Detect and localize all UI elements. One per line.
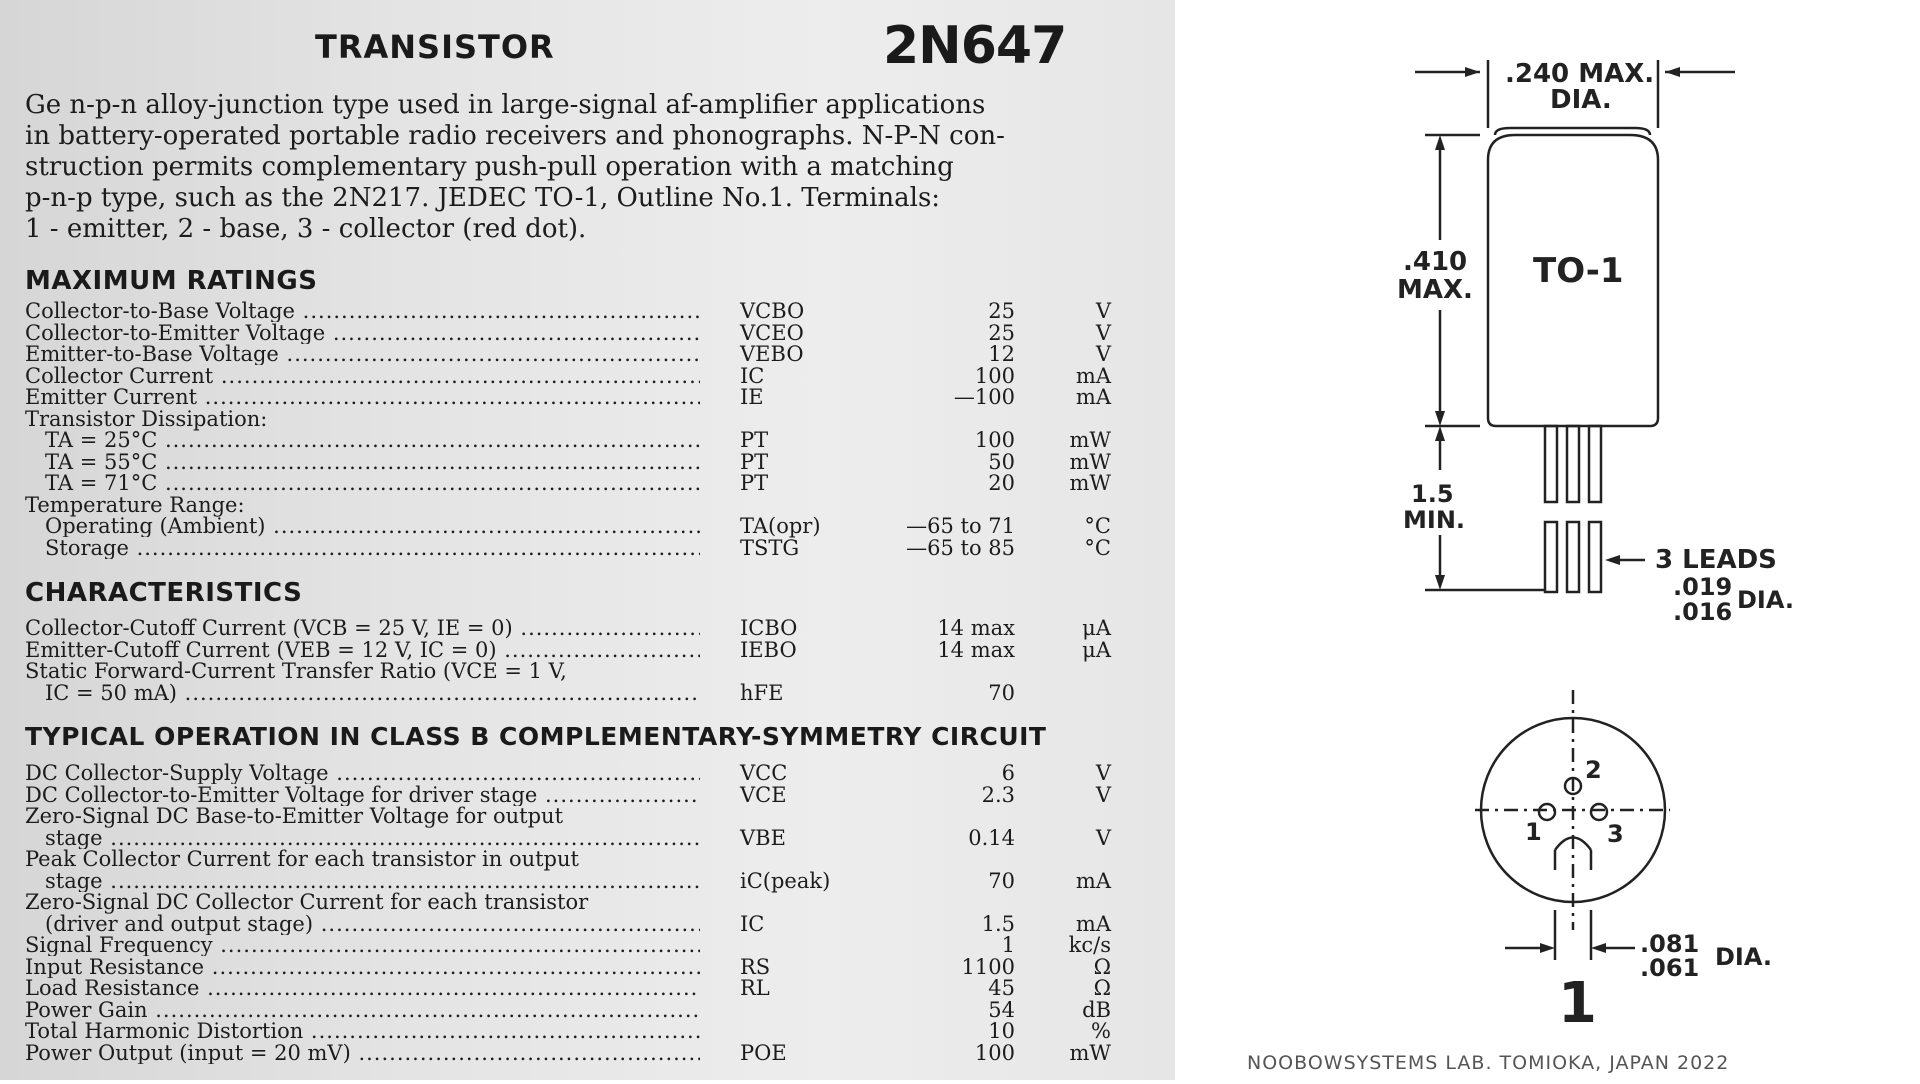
dim-diameter-label-2: DIA.	[1550, 85, 1612, 115]
row-label: stage .....	[45, 870, 700, 892]
intro-paragraph	[25, 90, 1110, 245]
table-row	[0, 956, 1175, 978]
table-row	[0, 784, 1175, 806]
row-label: TA = 55°C .....	[45, 451, 700, 473]
row-value: 25	[988, 299, 1015, 323]
row-symbol: PT	[740, 428, 769, 452]
row-label: IC = 50 mA) .....	[45, 682, 700, 704]
row-label: Transistor Dissipation:	[25, 406, 268, 431]
table-row	[0, 537, 1175, 559]
row-symbol: VEBO	[740, 342, 804, 366]
row-label: Emitter-Cutoff Current (VEB = 12 V, IC = 0) .....	[25, 639, 700, 661]
leads-dia-min: .016	[1673, 598, 1733, 626]
row-unit: V	[1095, 761, 1111, 785]
row-unit: mA	[1075, 363, 1111, 388]
row-unit: mW	[1069, 1040, 1111, 1065]
pin-1-label: 1	[1525, 818, 1542, 846]
table-row	[0, 870, 1175, 892]
row-unit: V	[1095, 782, 1111, 807]
row-symbol: RL	[740, 976, 770, 1000]
intro-line: p-n-p type, such as the 2N217. JEDEC TO-1, Outline No.1. Terminals:	[25, 183, 941, 213]
table-row	[0, 472, 1175, 494]
table-row	[0, 660, 1175, 682]
row-unit: °C	[1084, 514, 1111, 538]
row-value: 100	[974, 1040, 1015, 1065]
table-row	[0, 762, 1175, 784]
leads-note: 3 LEADS	[1655, 545, 1777, 575]
row-label: Collector Current .....	[25, 365, 700, 387]
pin-2-label: 2	[1585, 756, 1602, 784]
dim-lead-label: 1.5	[1411, 480, 1454, 508]
row-label: stage .....	[45, 827, 700, 849]
row-value: 1	[1001, 933, 1015, 957]
row-label: Power Output (input = 20 mV) .....	[25, 1042, 700, 1064]
row-unit: mA	[1075, 911, 1111, 936]
row-value: 20	[988, 471, 1015, 495]
table-row	[0, 1042, 1175, 1064]
row-label: Peak Collector Current for each transistor in output	[25, 847, 579, 871]
row-symbol: VCEO	[740, 320, 804, 345]
row-value: 54	[988, 997, 1015, 1022]
row-symbol: IC	[740, 911, 765, 936]
row-label: TA = 25°C .....	[45, 429, 700, 451]
dim-lead-label-2: MIN.	[1403, 506, 1466, 534]
row-label: Collector-to-Emitter Voltage .....	[25, 322, 700, 344]
intro-line: struction permits complementary push-pull operation with a matching	[25, 152, 954, 182]
row-value: 1.5	[981, 911, 1015, 936]
row-symbol: iC(peak)	[740, 868, 831, 893]
row-unit: V	[1095, 342, 1111, 366]
row-unit: μA	[1082, 637, 1111, 662]
table-row	[0, 515, 1175, 537]
row-symbol: IEBO	[740, 637, 797, 662]
package-label: TO-1	[1533, 251, 1624, 291]
row-label: Collector-to-Base Voltage .....	[25, 300, 700, 322]
row-symbol: IC	[740, 363, 765, 388]
row-label: Emitter-to-Base Voltage .....	[25, 343, 700, 365]
row-unit: V	[1095, 320, 1111, 345]
row-symbol: VCE	[740, 782, 787, 807]
row-unit: mW	[1069, 428, 1111, 452]
pin-dia-unit: DIA.	[1715, 943, 1772, 971]
row-unit: kc/s	[1068, 933, 1111, 957]
table-row	[0, 682, 1175, 704]
row-label: Total Harmonic Distortion .....	[25, 1020, 700, 1042]
row-symbol: POE	[740, 1040, 787, 1065]
table-row	[0, 322, 1175, 344]
table-row	[0, 429, 1175, 451]
row-value: 25	[988, 320, 1015, 345]
row-label: Input Resistance .....	[25, 956, 700, 978]
table-row	[0, 848, 1175, 870]
row-value: 70	[988, 868, 1015, 893]
row-label: Power Gain .....	[25, 999, 700, 1021]
row-symbol: hFE	[740, 680, 784, 705]
row-unit: %	[1091, 1019, 1111, 1043]
max-ratings-heading: MAXIMUM RATINGS	[25, 266, 318, 296]
row-unit: μA	[1082, 616, 1111, 640]
row-symbol: IE	[740, 385, 764, 409]
typical-operation-heading: TYPICAL OPERATION IN CLASS B COMPLEMENTARY-SYMMETRY CIRCUIT	[25, 722, 1047, 751]
row-value: 14 max	[937, 616, 1015, 640]
pin-dia-min: .061	[1640, 954, 1700, 982]
table-row	[0, 451, 1175, 473]
table-row	[0, 805, 1175, 827]
table-row	[0, 343, 1175, 365]
row-label: DC Collector-Supply Voltage .....	[25, 762, 700, 784]
row-unit: dB	[1082, 997, 1111, 1022]
footer-credit: NOOBOWSYSTEMS LAB. TOMIOKA, JAPAN 2022	[1247, 1052, 1730, 1074]
row-label: Zero-Signal DC Base-to-Emitter Voltage for output	[25, 804, 564, 828]
row-symbol: VCC	[740, 761, 788, 785]
row-value: 100	[974, 363, 1015, 388]
dim-diameter-label: .240 MAX.	[1505, 59, 1655, 89]
table-row	[0, 977, 1175, 999]
intro-line: 1 - emitter, 2 - base, 3 - collector (red dot).	[25, 214, 587, 244]
table-row	[0, 300, 1175, 322]
row-symbol: PT	[740, 449, 769, 474]
characteristics-heading: CHARACTERISTICS	[25, 578, 303, 608]
row-symbol: RS	[740, 954, 771, 979]
row-value: 6	[1001, 761, 1015, 785]
row-unit: V	[1095, 299, 1111, 323]
table-row	[0, 999, 1175, 1021]
table-row	[0, 494, 1175, 516]
row-label: Signal Frequency .....	[25, 934, 700, 956]
outline-drawing-panel	[1175, 0, 1920, 1080]
row-unit: Ω	[1093, 976, 1111, 1000]
intro-line: in battery-operated portable radio receivers and phonographs. N-P-N con-	[25, 121, 1005, 151]
table-row	[0, 617, 1175, 639]
table-row	[0, 913, 1175, 935]
row-unit: mA	[1075, 385, 1111, 409]
row-value: 1100	[961, 954, 1015, 979]
row-value: 10	[988, 1019, 1015, 1043]
pin-3-label: 3	[1607, 820, 1624, 848]
row-label: Load Resistance .....	[25, 977, 700, 999]
table-row	[0, 639, 1175, 661]
row-value: 14 max	[937, 637, 1015, 662]
row-symbol: VBE	[740, 825, 786, 850]
row-label: TA = 71°C .....	[45, 472, 700, 494]
intro-line: Ge n-p-n alloy-junction type used in large-signal af-amplifier applications	[25, 90, 986, 120]
row-label: DC Collector-to-Emitter Voltage for driver stage .....	[25, 784, 700, 806]
table-row	[0, 408, 1175, 430]
row-unit: mW	[1069, 471, 1111, 495]
row-value: —100	[953, 385, 1015, 409]
table-row	[0, 934, 1175, 956]
pin-dia-max: .081	[1640, 930, 1700, 958]
row-value: 100	[974, 428, 1015, 452]
dim-height-label: .410	[1403, 247, 1468, 277]
row-symbol: TSTG	[740, 535, 800, 560]
row-symbol: TA(opr)	[740, 514, 821, 538]
row-symbol: VCBO	[740, 299, 805, 323]
row-value: 45	[988, 976, 1015, 1000]
row-label: Storage .....	[45, 537, 700, 559]
part-number-heading: 2N647	[883, 16, 1067, 76]
row-value: 70	[988, 680, 1015, 705]
row-label: Collector-Cutoff Current (VCB = 25 V, IE = 0) .....	[25, 617, 700, 639]
row-unit: Ω	[1093, 954, 1111, 979]
to1-outline-drawing	[1175, 0, 1920, 1080]
row-label: Temperature Range:	[25, 492, 245, 517]
row-unit: V	[1095, 825, 1111, 850]
row-label: Static Forward-Current Transfer Ratio (VCE = 1 V,	[25, 659, 567, 683]
row-label: Emitter Current .....	[25, 386, 700, 408]
row-label: (driver and output stage) .....	[45, 913, 700, 935]
row-unit: mA	[1075, 868, 1111, 893]
table-row	[0, 386, 1175, 408]
view-label: 1	[1558, 971, 1597, 1036]
row-value: 12	[988, 342, 1015, 366]
leads-dia-unit: DIA.	[1737, 586, 1794, 614]
row-value: —65 to 71	[906, 514, 1015, 538]
row-label: Operating (Ambient) .....	[45, 515, 700, 537]
row-value: 0.14	[968, 825, 1015, 850]
table-row	[0, 365, 1175, 387]
row-value: 50	[988, 449, 1015, 474]
row-unit: mW	[1069, 449, 1111, 474]
row-symbol: PT	[740, 471, 769, 495]
leads-dia-max: .019	[1673, 573, 1733, 601]
row-symbol: ICBO	[740, 616, 798, 640]
table-row	[0, 827, 1175, 849]
device-type-heading: TRANSISTOR	[315, 28, 555, 66]
row-unit: °C	[1084, 535, 1111, 560]
table-row	[0, 1020, 1175, 1042]
row-value: —65 to 85	[906, 535, 1015, 560]
dim-height-label-2: MAX.	[1397, 275, 1473, 305]
row-label: Zero-Signal DC Collector Current for each transistor	[25, 890, 589, 914]
row-value: 2.3	[981, 782, 1015, 807]
table-row	[0, 891, 1175, 913]
